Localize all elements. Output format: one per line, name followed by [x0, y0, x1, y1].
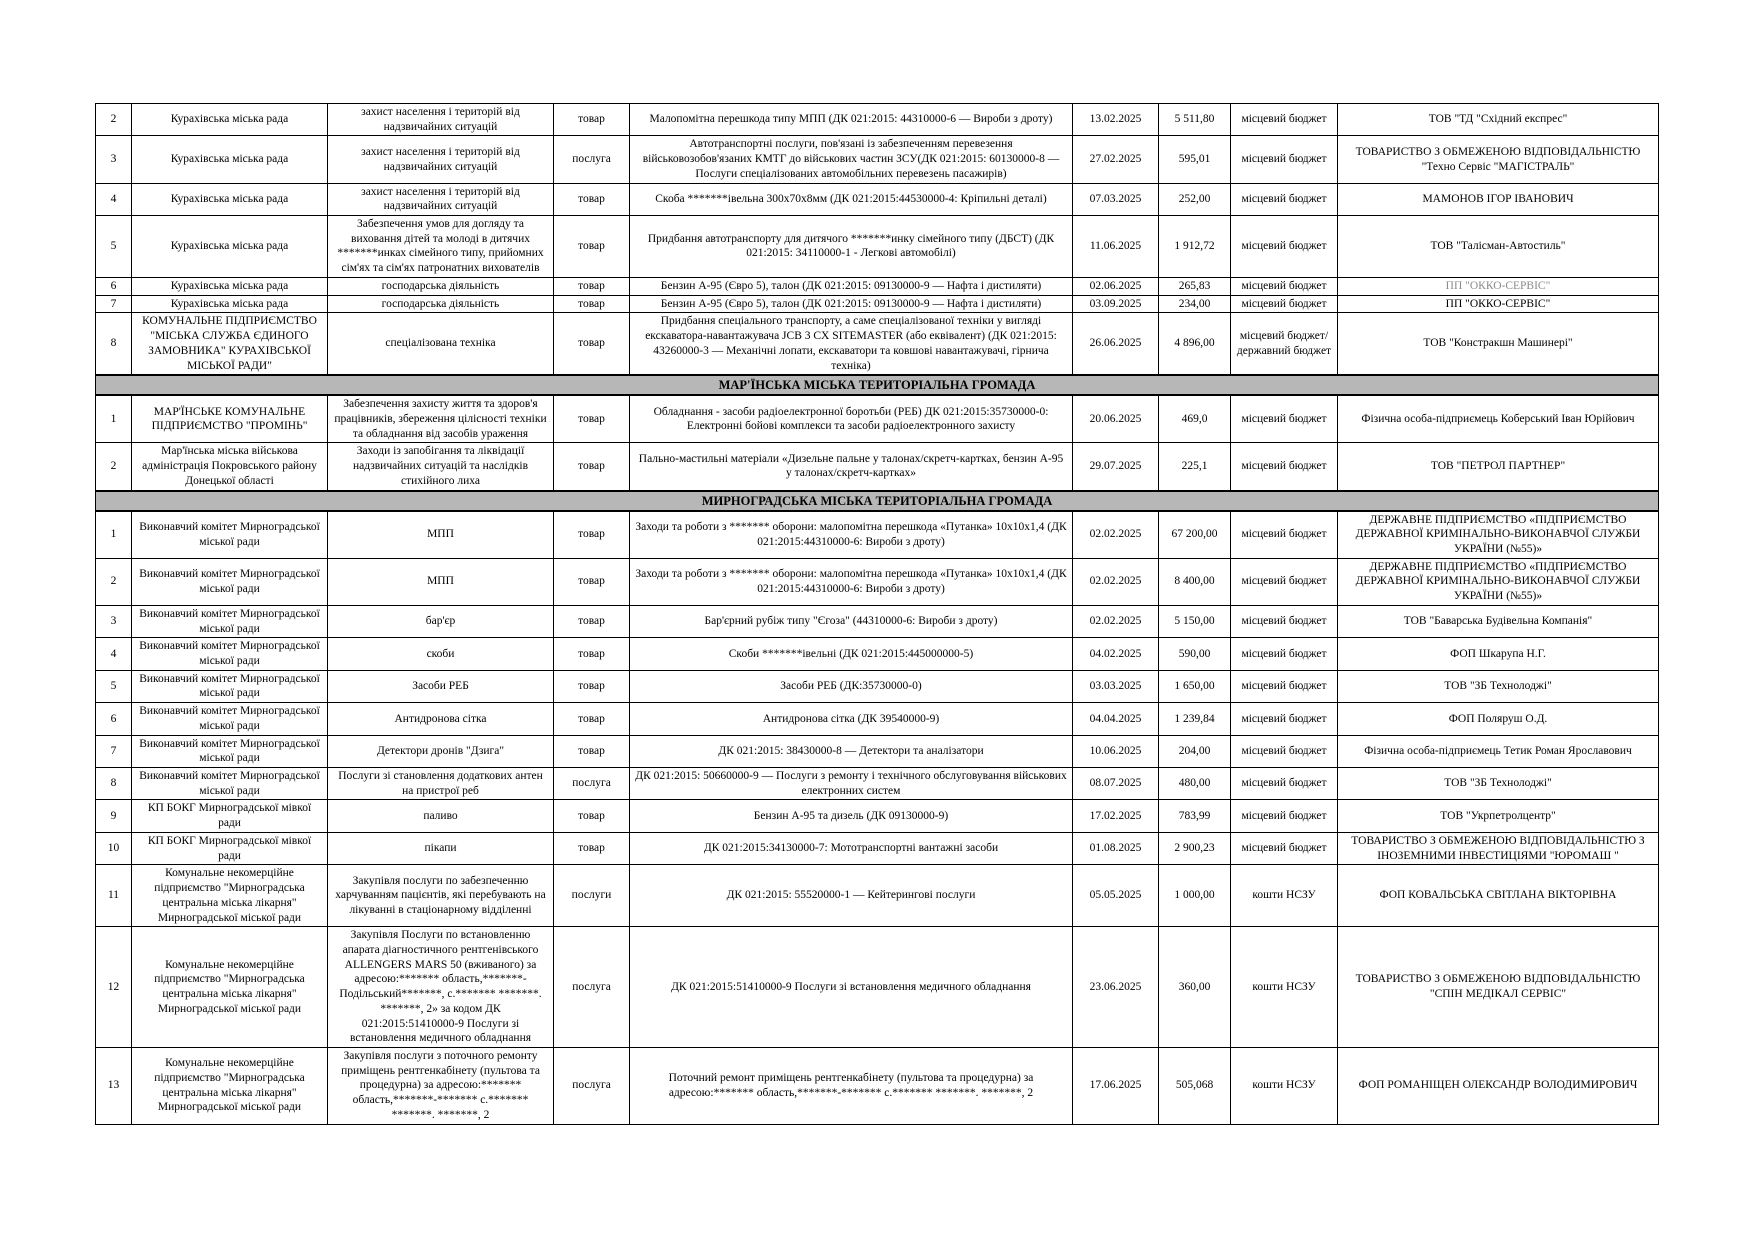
cell-amount: 505,068	[1159, 1047, 1231, 1124]
cell-type: товар	[554, 295, 630, 313]
cell-item: Бар'єрний рубіж типу "Єгоза" (44310000-6: Вироби з дроту)	[630, 605, 1073, 637]
cell-org: Комунальне некомерційне підприємство "Мирноградська центральна міська лікарня" Мирноградської міської ради	[132, 1047, 328, 1124]
cell-num: 2	[96, 558, 132, 605]
cell-amount: 1 650,00	[1159, 670, 1231, 702]
table-row	[96, 104, 1659, 136]
cell-item: Заходи та роботи з ******* оборони: малопомітна перешкода «Путанка» 10х10х1,4 (ДК 021:2015:44310000-6: Вироби з дроту)	[630, 558, 1073, 605]
cell-subject: МПП	[328, 558, 554, 605]
cell-type: товар	[554, 183, 630, 215]
cell-num: 4	[96, 638, 132, 670]
table-row	[96, 832, 1659, 864]
cell-subject: спеціалізована техніка	[328, 313, 554, 375]
procurement-table-body	[96, 104, 1659, 1125]
cell-supplier: ТОВАРИСТВО З ОБМЕЖЕНОЮ ВІДПОВІДАЛЬНІСТЮ "СПІН МЕДІКАЛ СЕРВІС"	[1338, 927, 1659, 1048]
cell-budget: місцевий бюджет	[1231, 104, 1338, 136]
cell-org: Виконавчий комітет Мирноградської міської ради	[132, 735, 328, 767]
cell-amount: 469,0	[1159, 395, 1231, 443]
cell-type: товар	[554, 832, 630, 864]
cell-item: Придбання спеціального транспорту, а саме спеціалізованої техніки у вигляді екскаватора-навантажувача JCB 3 CX SITEMASTER (або еквівалент) (ДК 021:2015: 43260000-3 — Механічні лопати, екскаватори та ковшові навантажувачі, гірнича техніка)	[630, 313, 1073, 375]
cell-type: товар	[554, 216, 630, 278]
cell-supplier: ПП "ОККО-СЕРВІС"	[1338, 277, 1659, 295]
cell-amount: 4 896,00	[1159, 313, 1231, 375]
table-row	[96, 313, 1659, 375]
cell-supplier: ТОВ "Талісман-Автостиль"	[1338, 216, 1659, 278]
cell-num: 8	[96, 313, 132, 375]
cell-item: ДК 021:2015: 55520000-1 — Кейтерингові послуги	[630, 865, 1073, 927]
cell-org: Комунальне некомерційне підприємство "Мирноградська центральна міська лікарня" Мирноградської міської ради	[132, 927, 328, 1048]
cell-org: МАР'ЇНСЬКЕ КОМУНАЛЬНЕ ПІДПРИЄМСТВО "ПРОМІНЬ"	[132, 395, 328, 443]
cell-budget: місцевий бюджет	[1231, 395, 1338, 443]
cell-supplier: ФОП КОВАЛЬСЬКА СВІТЛАНА ВІКТОРІВНА	[1338, 865, 1659, 927]
cell-budget: місцевий бюджет	[1231, 443, 1338, 491]
cell-item: Автотранспортні послуги, пов'язані із забезпеченням перевезення військовозобов'язаних КМТГ до військових частин ЗСУ(ДК 021:2015: 60130000-8 — Послуги спеціалізованих автомобільних перевезень пасажирів)	[630, 136, 1073, 183]
cell-date: 26.06.2025	[1073, 313, 1159, 375]
cell-date: 27.02.2025	[1073, 136, 1159, 183]
cell-item: Пально-мастильні матеріали «Дизельне пальне у талонах/скретч-картках, бензин А-95 у талонах/скретч-картках»	[630, 443, 1073, 491]
cell-date: 05.05.2025	[1073, 865, 1159, 927]
cell-org: Курахівська міська рада	[132, 216, 328, 278]
cell-num: 7	[96, 735, 132, 767]
cell-supplier: ФОП РОМАНІЩЕН ОЛЕКСАНДР ВОЛОДИМИРОВИЧ	[1338, 1047, 1659, 1124]
cell-supplier: ДЕРЖАВНЕ ПІДПРИЄМСТВО «ПІДПРИЄМСТВО ДЕРЖАВНОЇ КРИМІНАЛЬНО-ВИКОНАВЧОЇ СЛУЖБИ УКРАЇНИ (№55)»	[1338, 558, 1659, 605]
cell-budget: місцевий бюджет	[1231, 638, 1338, 670]
cell-amount: 5 511,80	[1159, 104, 1231, 136]
cell-budget: місцевий бюджет	[1231, 768, 1338, 800]
cell-item: Малопомітна перешкода типу МПП (ДК 021:2015: 44310000-6 — Вироби з дроту)	[630, 104, 1073, 136]
cell-date: 17.06.2025	[1073, 1047, 1159, 1124]
cell-supplier: ТОВ "Баварська Будівельна Компанія"	[1338, 605, 1659, 637]
cell-num: 6	[96, 703, 132, 735]
cell-date: 02.06.2025	[1073, 277, 1159, 295]
cell-type: товар	[554, 395, 630, 443]
cell-type: послуга	[554, 136, 630, 183]
cell-budget: кошти НСЗУ	[1231, 1047, 1338, 1124]
cell-supplier: ТОВАРИСТВО З ОБМЕЖЕНОЮ ВІДПОВІДАЛЬНІСТЮ "Техно Сервіс "МАГІСТРАЛЬ"	[1338, 136, 1659, 183]
cell-org: Курахівська міська рада	[132, 104, 328, 136]
cell-date: 03.09.2025	[1073, 295, 1159, 313]
cell-subject: Антидронова сітка	[328, 703, 554, 735]
cell-subject: Детектори дронів "Дзига"	[328, 735, 554, 767]
cell-date: 02.02.2025	[1073, 511, 1159, 559]
cell-type: товар	[554, 638, 630, 670]
cell-org: Мар'їнська міська військова адміністрація Покровського району Донецької області	[132, 443, 328, 491]
cell-num: 3	[96, 136, 132, 183]
cell-org: Курахівська міська рада	[132, 136, 328, 183]
cell-amount: 480,00	[1159, 768, 1231, 800]
cell-supplier: ТОВ "ЗБ Технолоджі"	[1338, 768, 1659, 800]
cell-num: 11	[96, 865, 132, 927]
cell-num: 12	[96, 927, 132, 1048]
cell-num: 1	[96, 395, 132, 443]
table-row	[96, 395, 1659, 443]
cell-amount: 225,1	[1159, 443, 1231, 491]
cell-subject: господарська діяльність	[328, 277, 554, 295]
section-header-title: МАР'ЇНСЬКА МІСЬКА ТЕРИТОРІАЛЬНА ГРОМАДА	[96, 375, 1659, 395]
cell-type: товар	[554, 558, 630, 605]
cell-type: товар	[554, 735, 630, 767]
cell-type: товар	[554, 277, 630, 295]
cell-supplier: ТОВ "Констракшн Машинері"	[1338, 313, 1659, 375]
cell-type: товар	[554, 703, 630, 735]
cell-type: товар	[554, 443, 630, 491]
cell-type: послуги	[554, 865, 630, 927]
cell-date: 08.07.2025	[1073, 768, 1159, 800]
cell-item: ДК 021:2015:51410000-9 Послуги зі встановлення медичного обладнання	[630, 927, 1073, 1048]
cell-type: товар	[554, 605, 630, 637]
cell-num: 9	[96, 800, 132, 832]
cell-item: Антидронова сітка (ДК 39540000-9)	[630, 703, 1073, 735]
cell-org: Виконавчий комітет Мирноградської міської ради	[132, 558, 328, 605]
section-header-row	[96, 375, 1659, 395]
cell-budget: місцевий бюджет	[1231, 558, 1338, 605]
cell-subject: пікапи	[328, 832, 554, 864]
cell-num: 6	[96, 277, 132, 295]
cell-subject: Закупівля послуги з поточного ремонту приміщень рентгенкабінету (пультова та процедурна) за адресою:******* область,*******-******* с.******* *******. *******, 2	[328, 1047, 554, 1124]
cell-org: Виконавчий комітет Мирноградської міської ради	[132, 605, 328, 637]
cell-budget: місцевий бюджет/державний бюджет	[1231, 313, 1338, 375]
cell-org: Виконавчий комітет Мирноградської міської ради	[132, 703, 328, 735]
table-row	[96, 295, 1659, 313]
table-row	[96, 277, 1659, 295]
cell-supplier: ТОВ "ЗБ Технолоджі"	[1338, 670, 1659, 702]
cell-num: 2	[96, 443, 132, 491]
cell-num: 8	[96, 768, 132, 800]
cell-subject: МПП	[328, 511, 554, 559]
cell-type: товар	[554, 313, 630, 375]
cell-date: 10.06.2025	[1073, 735, 1159, 767]
table-row	[96, 703, 1659, 735]
cell-subject: Забезпечення захисту життя та здоров'я працівників, збереження цілісності техніки та обладнання від засобів ураження	[328, 395, 554, 443]
cell-supplier: ДЕРЖАВНЕ ПІДПРИЄМСТВО «ПІДПРИЄМСТВО ДЕРЖАВНОЇ КРИМІНАЛЬНО-ВИКОНАВЧОЇ СЛУЖБИ УКРАЇНИ (№55)»	[1338, 511, 1659, 559]
table-row	[96, 136, 1659, 183]
cell-org: Курахівська міська рада	[132, 277, 328, 295]
cell-budget: місцевий бюджет	[1231, 800, 1338, 832]
cell-org: Виконавчий комітет Мирноградської міської ради	[132, 638, 328, 670]
cell-date: 13.02.2025	[1073, 104, 1159, 136]
cell-supplier: Фізична особа-підприємець Коберський Іван Юрійович	[1338, 395, 1659, 443]
cell-item: Скоба *******івельна 300х70х8мм (ДК 021:2015:44530000-4: Кріпильні деталі)	[630, 183, 1073, 215]
cell-item: Скоби *******івельні (ДК 021:2015:445000000-5)	[630, 638, 1073, 670]
cell-budget: місцевий бюджет	[1231, 670, 1338, 702]
cell-amount: 252,00	[1159, 183, 1231, 215]
cell-num: 5	[96, 670, 132, 702]
cell-item: Обладнання - засоби радіоелектронної боротьби (РЕБ) ДК 021:2015:35730000-0: Електронні бойові комплекси та засоби радіоелектронного захисту	[630, 395, 1073, 443]
cell-date: 04.02.2025	[1073, 638, 1159, 670]
table-row	[96, 735, 1659, 767]
cell-org: КОМУНАЛЬНЕ ПІДПРИЄМСТВО "МІСЬКА СЛУЖБА ЄДИНОГО ЗАМОВНИКА" КУРАХІВСЬКОЇ МІСЬКОЇ РАДИ"	[132, 313, 328, 375]
cell-subject: господарська діяльність	[328, 295, 554, 313]
cell-num: 13	[96, 1047, 132, 1124]
cell-org: Виконавчий комітет Мирноградської міської ради	[132, 670, 328, 702]
table-row	[96, 638, 1659, 670]
cell-supplier: ТОВАРИСТВО З ОБМЕЖЕНОЮ ВІДПОВІДАЛЬНІСТЮ З ІНОЗЕМНИМИ ІНВЕСТИЦІЯМИ "ЮРОМАШ "	[1338, 832, 1659, 864]
cell-item: Бензин А-95 (Євро 5), талон (ДК 021:2015: 09130000-9 — Нафта і дистиляти)	[630, 295, 1073, 313]
cell-supplier: Фізична особа-підприємець Тетик Роман Ярославович	[1338, 735, 1659, 767]
cell-subject: захист населення і територій від надзвичайних ситуацій	[328, 104, 554, 136]
table-row	[96, 216, 1659, 278]
cell-date: 02.02.2025	[1073, 558, 1159, 605]
cell-date: 17.02.2025	[1073, 800, 1159, 832]
cell-org: Виконавчий комітет Мирноградської міської ради	[132, 768, 328, 800]
table-row	[96, 865, 1659, 927]
cell-item: Засоби РЕБ (ДК:35730000-0)	[630, 670, 1073, 702]
cell-org: Виконавчий комітет Мирноградської міської ради	[132, 511, 328, 559]
cell-budget: місцевий бюджет	[1231, 511, 1338, 559]
cell-item: Придбання автотранспорту для дитячого *******инку сімейного типу (ДБСТ) (ДК 021:2015: 34110000-1 - Легкові автомобілі)	[630, 216, 1073, 278]
cell-type: товар	[554, 670, 630, 702]
cell-supplier: МАМОНОВ ІГОР ІВАНОВИЧ	[1338, 183, 1659, 215]
cell-type: послуга	[554, 1047, 630, 1124]
cell-budget: місцевий бюджет	[1231, 136, 1338, 183]
cell-type: послуга	[554, 927, 630, 1048]
cell-budget: місцевий бюджет	[1231, 295, 1338, 313]
cell-amount: 67 200,00	[1159, 511, 1231, 559]
cell-date: 07.03.2025	[1073, 183, 1159, 215]
table-row	[96, 800, 1659, 832]
table-row	[96, 670, 1659, 702]
cell-org: Курахівська міська рада	[132, 183, 328, 215]
cell-num: 4	[96, 183, 132, 215]
cell-subject: Послуги зі становлення додаткових антен на пристрої реб	[328, 768, 554, 800]
cell-amount: 265,83	[1159, 277, 1231, 295]
table-row	[96, 511, 1659, 559]
cell-supplier: ПП "ОККО-СЕРВІС"	[1338, 295, 1659, 313]
cell-type: послуга	[554, 768, 630, 800]
procurement-table	[95, 103, 1659, 1125]
cell-num: 7	[96, 295, 132, 313]
cell-amount: 595,01	[1159, 136, 1231, 183]
cell-budget: кошти НСЗУ	[1231, 865, 1338, 927]
cell-subject: захист населення і територій від надзвичайних ситуацій	[328, 183, 554, 215]
cell-budget: місцевий бюджет	[1231, 832, 1338, 864]
section-header-row	[96, 491, 1659, 511]
cell-type: товар	[554, 104, 630, 136]
cell-item: Поточний ремонт приміщень рентгенкабінету (пультова та процедурна) за адресою:******* область,*******-******* с.******* *******. *******, 2	[630, 1047, 1073, 1124]
cell-subject: захист населення і територій від надзвичайних ситуацій	[328, 136, 554, 183]
cell-supplier: ТОВ "ТД "Східний експрес"	[1338, 104, 1659, 136]
cell-item: Бензин А-95 та дизель (ДК 09130000-9)	[630, 800, 1073, 832]
cell-budget: місцевий бюджет	[1231, 183, 1338, 215]
cell-num: 3	[96, 605, 132, 637]
cell-org: Курахівська міська рада	[132, 295, 328, 313]
table-row	[96, 183, 1659, 215]
cell-budget: місцевий бюджет	[1231, 735, 1338, 767]
cell-subject: паливо	[328, 800, 554, 832]
cell-org: КП БОКГ Мирноградської мівкої ради	[132, 832, 328, 864]
cell-num: 5	[96, 216, 132, 278]
cell-date: 20.06.2025	[1073, 395, 1159, 443]
cell-subject: Закупівля послуги по забезпеченню харчуванням пацієнтів, які перебувають на лікуванні в стаціонарному відділенні	[328, 865, 554, 927]
cell-budget: місцевий бюджет	[1231, 216, 1338, 278]
cell-amount: 204,00	[1159, 735, 1231, 767]
cell-amount: 5 150,00	[1159, 605, 1231, 637]
cell-item: Заходи та роботи з ******* оборони: малопомітна перешкода «Путанка» 10х10х1,4 (ДК 021:2015:44310000-6: Вироби з дроту)	[630, 511, 1073, 559]
cell-item: ДК 021:2015: 38430000-8 — Детектори та аналізатори	[630, 735, 1073, 767]
cell-date: 04.04.2025	[1073, 703, 1159, 735]
cell-amount: 1 000,00	[1159, 865, 1231, 927]
section-header-title: МИРНОГРАДСЬКА МІСЬКА ТЕРИТОРІАЛЬНА ГРОМАДА	[96, 491, 1659, 511]
cell-amount: 1 912,72	[1159, 216, 1231, 278]
cell-subject: бар'єр	[328, 605, 554, 637]
table-row	[96, 558, 1659, 605]
cell-num: 1	[96, 511, 132, 559]
cell-budget: кошти НСЗУ	[1231, 927, 1338, 1048]
cell-item: Бензин А-95 (Євро 5), талон (ДК 021:2015: 09130000-9 — Нафта і дистиляти)	[630, 277, 1073, 295]
cell-org: КП БОКГ Мирноградської мівкої ради	[132, 800, 328, 832]
cell-subject: скоби	[328, 638, 554, 670]
cell-subject: Забезпечення умов для догляду та виховання дітей та молоді в дитячих *******инках сімейного типу, прийомних сім'ях та сім'ях патронатних вихователів	[328, 216, 554, 278]
table-row	[96, 768, 1659, 800]
cell-date: 29.07.2025	[1073, 443, 1159, 491]
cell-amount: 783,99	[1159, 800, 1231, 832]
cell-date: 03.03.2025	[1073, 670, 1159, 702]
cell-amount: 8 400,00	[1159, 558, 1231, 605]
cell-budget: місцевий бюджет	[1231, 703, 1338, 735]
cell-type: товар	[554, 800, 630, 832]
cell-date: 01.08.2025	[1073, 832, 1159, 864]
cell-org: Комунальне некомерційне підприємство "Мирноградська центральна міська лікарня" Мирноградської міської ради	[132, 865, 328, 927]
cell-supplier: ФОП Поляруш О.Д.	[1338, 703, 1659, 735]
cell-item: ДК 021:2015:34130000-7: Мототранспортні вантажні засоби	[630, 832, 1073, 864]
table-row	[96, 1047, 1659, 1124]
cell-amount: 360,00	[1159, 927, 1231, 1048]
table-row	[96, 927, 1659, 1048]
cell-amount: 590,00	[1159, 638, 1231, 670]
cell-supplier: ТОВ "ПЕТРОЛ ПАРТНЕР"	[1338, 443, 1659, 491]
cell-num: 10	[96, 832, 132, 864]
cell-num: 2	[96, 104, 132, 136]
cell-budget: місцевий бюджет	[1231, 605, 1338, 637]
table-row	[96, 443, 1659, 491]
cell-subject: Засоби РЕБ	[328, 670, 554, 702]
cell-supplier: ТОВ "Укрпетролцентр"	[1338, 800, 1659, 832]
cell-type: товар	[554, 511, 630, 559]
cell-date: 11.06.2025	[1073, 216, 1159, 278]
cell-supplier: ФОП Шкарупа Н.Г.	[1338, 638, 1659, 670]
cell-subject: Закупівля Послуги по встановленню апарата діагностичного рентгенівського ALLENGERS MARS 50 (вживаного) за адресою:******* область,*******-Подільський*******, с.******* *******. *******, 2» за кодом ДК 021:2015:51410000-9 Послуги зі встановлення медичного обладнання	[328, 927, 554, 1048]
cell-amount: 1 239,84	[1159, 703, 1231, 735]
cell-date: 02.02.2025	[1073, 605, 1159, 637]
cell-date: 23.06.2025	[1073, 927, 1159, 1048]
cell-amount: 2 900,23	[1159, 832, 1231, 864]
cell-item: ДК 021:2015: 50660000-9 — Послуги з ремонту і технічного обслуговування військових електронних систем	[630, 768, 1073, 800]
cell-budget: місцевий бюджет	[1231, 277, 1338, 295]
table-row	[96, 605, 1659, 637]
cell-subject: Заходи із запобігання та ліквідації надзвичайних ситуацій та наслідків стихійного лиха	[328, 443, 554, 491]
cell-amount: 234,00	[1159, 295, 1231, 313]
